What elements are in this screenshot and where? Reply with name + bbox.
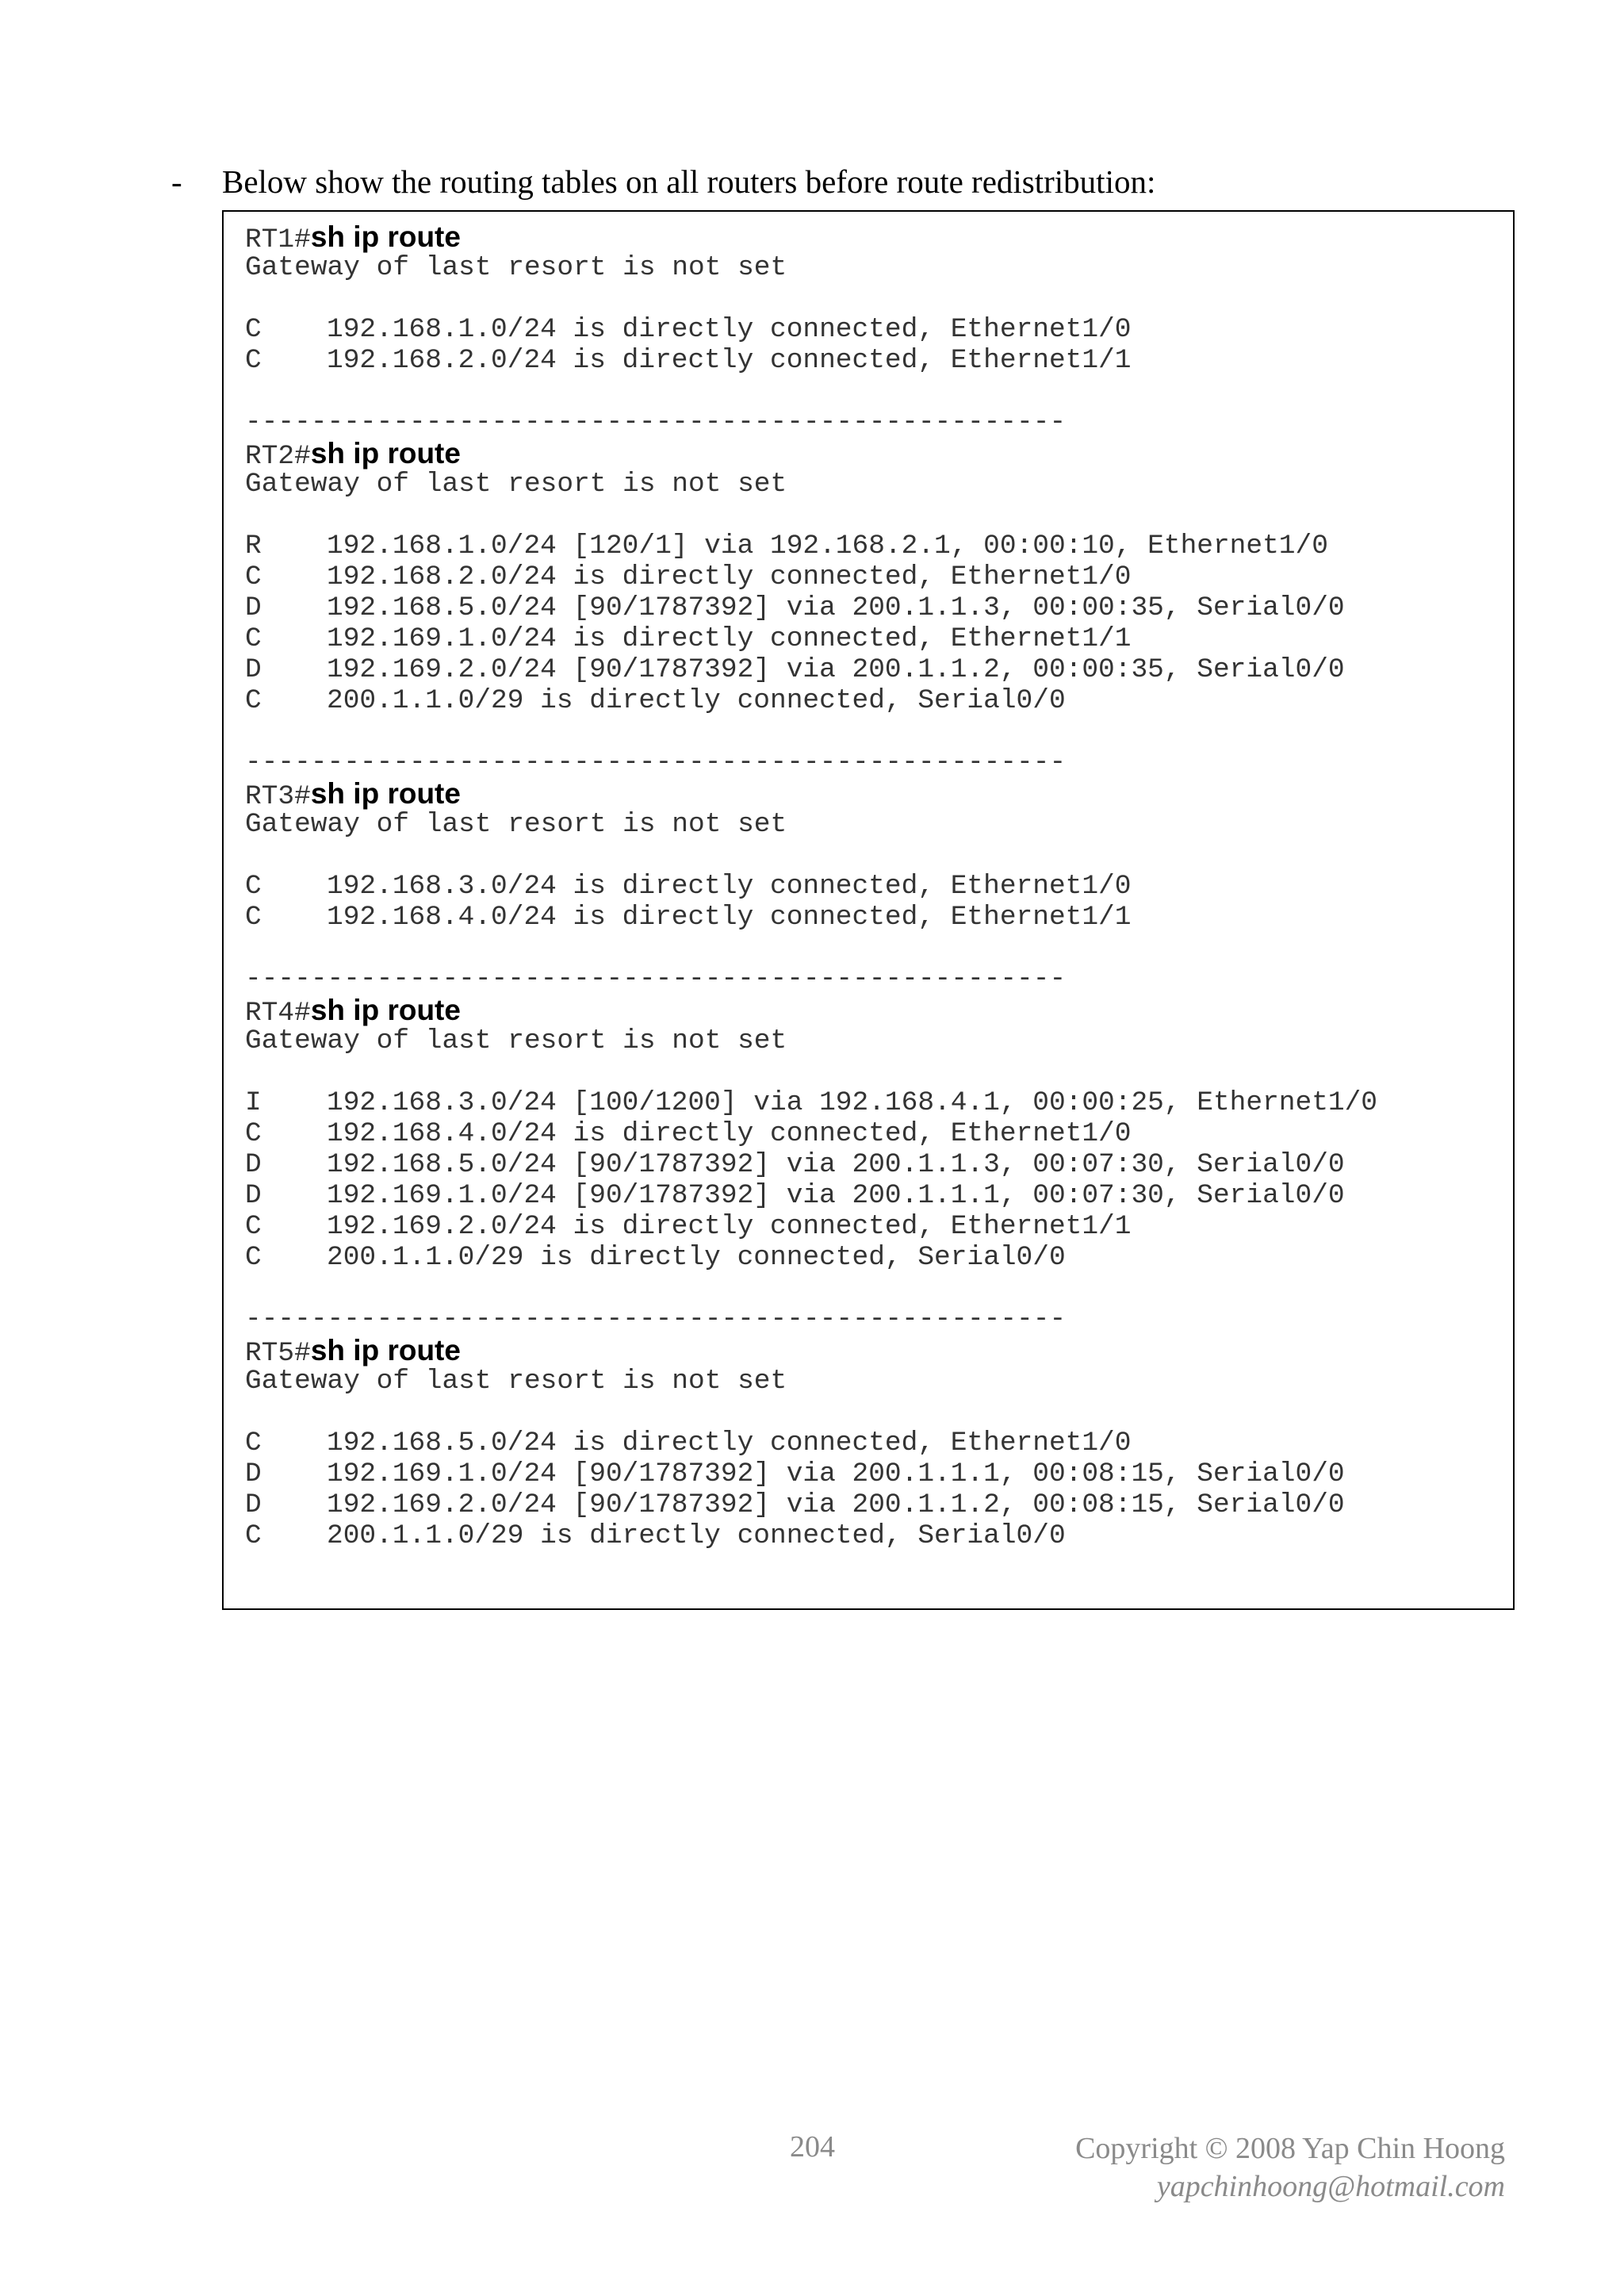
router-prompt: RT3# <box>245 781 311 812</box>
separator-line: -------------------------------------------------- <box>245 747 1067 778</box>
route-entry <box>245 314 1497 345</box>
route-text: 192.168.5.0/24 [90/1787392] via 200.1.1.3, 00:07:30, Serial0/0 <box>327 1149 1345 1180</box>
gateway-line: Gateway of last resort is not set <box>245 252 787 283</box>
route-code: D <box>245 1489 262 1520</box>
route-entry <box>245 562 1497 592</box>
route-entry <box>245 902 1497 933</box>
page-number: 204 <box>790 2130 835 2164</box>
route-text: 192.168.4.0/24 is directly connected, Ethernet1/1 <box>327 902 1132 933</box>
route-code: C <box>245 345 262 376</box>
blank-line <box>245 1056 1497 1087</box>
route-entry <box>245 685 1497 716</box>
intro-text: Below show the routing tables on all routers before route redistribution: <box>222 163 1156 200</box>
prompt-line <box>245 994 1497 1029</box>
route-code: D <box>245 1180 262 1211</box>
route-text: 192.169.2.0/24 [90/1787392] via 200.1.1.2, 00:08:15, Serial0/0 <box>327 1489 1345 1520</box>
route-entry <box>245 1520 1497 1551</box>
blank-line <box>245 1273 1497 1304</box>
router-prompt: RT4# <box>245 998 311 1029</box>
separator-line: -------------------------------------------------- <box>245 964 1067 995</box>
route-code: C <box>245 314 262 345</box>
gateway-line: Gateway of last resort is not set <box>245 809 787 840</box>
route-entry <box>245 345 1497 376</box>
command-text: sh ip route <box>310 994 461 1026</box>
console-output-box <box>222 210 1515 1610</box>
route-code: C <box>245 685 262 716</box>
route-text: 200.1.1.0/29 is directly connected, Serial0/0 <box>327 1242 1066 1273</box>
route-text: 192.168.4.0/24 is directly connected, Ethernet1/0 <box>327 1118 1132 1149</box>
route-text: 192.169.2.0/24 [90/1787392] via 200.1.1.2, 00:00:35, Serial0/0 <box>327 654 1345 685</box>
route-entry <box>245 1489 1497 1520</box>
blank-line <box>245 840 1497 871</box>
route-text: 192.168.1.0/24 [120/1] via 192.168.2.1, 00:00:10, Ethernet1/0 <box>327 531 1328 562</box>
router-prompt: RT2# <box>245 441 311 472</box>
route-entry <box>245 1149 1497 1180</box>
author-email: yapchinhoong@hotmail.com <box>1156 2170 1505 2203</box>
route-code: R <box>245 531 262 562</box>
route-code: C <box>245 1520 262 1551</box>
route-text: 200.1.1.0/29 is directly connected, Serial0/0 <box>327 685 1066 716</box>
route-entry <box>245 1428 1497 1458</box>
blank-line <box>245 283 1497 314</box>
blank-line <box>245 933 1497 964</box>
route-code: C <box>245 1211 262 1242</box>
gateway-line: Gateway of last resort is not set <box>245 1025 787 1056</box>
route-code: C <box>245 562 262 592</box>
route-text: 192.169.1.0/24 is directly connected, Ethernet1/1 <box>327 623 1132 654</box>
route-entry <box>245 1458 1497 1489</box>
route-entry <box>245 531 1497 562</box>
route-entry <box>245 592 1497 623</box>
route-text: 192.169.2.0/24 is directly connected, Ethernet1/1 <box>327 1211 1132 1242</box>
route-code: D <box>245 654 262 685</box>
route-entry <box>245 1087 1497 1118</box>
route-code: D <box>245 592 262 623</box>
command-text: sh ip route <box>310 1334 461 1366</box>
blank-line <box>245 716 1497 747</box>
route-code: C <box>245 871 262 902</box>
prompt-line <box>245 220 1497 255</box>
router-prompt: RT1# <box>245 224 311 255</box>
route-text: 200.1.1.0/29 is directly connected, Serial0/0 <box>327 1520 1066 1551</box>
footer-copyright <box>1075 2129 1505 2206</box>
prompt-line <box>245 437 1497 472</box>
separator-line: -------------------------------------------------- <box>245 407 1067 438</box>
route-text: 192.169.1.0/24 [90/1787392] via 200.1.1.1, 00:08:15, Serial0/0 <box>327 1458 1345 1489</box>
route-entry <box>245 1180 1497 1211</box>
route-entry <box>245 1118 1497 1149</box>
command-text: sh ip route <box>310 437 461 470</box>
separator-line: -------------------------------------------------- <box>245 1304 1067 1335</box>
route-code: I <box>245 1087 262 1118</box>
route-entry <box>245 1242 1497 1273</box>
route-text: 192.168.3.0/24 [100/1200] via 192.168.4.1, 00:00:25, Ethernet1/0 <box>327 1087 1378 1118</box>
blank-line <box>245 500 1497 531</box>
blank-line <box>245 376 1497 407</box>
route-code: C <box>245 623 262 654</box>
console-output <box>245 221 1497 1551</box>
command-text: sh ip route <box>310 220 461 253</box>
route-code: C <box>245 902 262 933</box>
command-text: sh ip route <box>310 777 461 810</box>
prompt-line <box>245 777 1497 812</box>
router-prompt: RT5# <box>245 1338 311 1369</box>
blank-line <box>245 1397 1497 1428</box>
route-code: D <box>245 1458 262 1489</box>
gateway-line: Gateway of last resort is not set <box>245 469 787 500</box>
route-text: 192.169.1.0/24 [90/1787392] via 200.1.1.1, 00:07:30, Serial0/0 <box>327 1180 1345 1211</box>
prompt-line <box>245 1334 1497 1369</box>
route-entry <box>245 654 1497 685</box>
route-entry <box>245 871 1497 902</box>
route-text: 192.168.2.0/24 is directly connected, Ethernet1/0 <box>327 562 1132 592</box>
route-code: C <box>245 1242 262 1273</box>
route-text: 192.168.5.0/24 is directly connected, Ethernet1/0 <box>327 1428 1132 1458</box>
route-code: C <box>245 1428 262 1458</box>
gateway-line: Gateway of last resort is not set <box>245 1366 787 1397</box>
copyright-text: Copyright © 2008 Yap Chin Hoong <box>1075 2132 1505 2165</box>
route-entry <box>245 623 1497 654</box>
bullet-dash: - <box>171 163 182 200</box>
route-code: C <box>245 1118 262 1149</box>
route-text: 192.168.5.0/24 [90/1787392] via 200.1.1.3, 00:00:35, Serial0/0 <box>327 592 1345 623</box>
route-text: 192.168.1.0/24 is directly connected, Ethernet1/0 <box>327 314 1132 345</box>
route-code: D <box>245 1149 262 1180</box>
route-text: 192.168.3.0/24 is directly connected, Ethernet1/0 <box>327 871 1132 902</box>
route-text: 192.168.2.0/24 is directly connected, Ethernet1/1 <box>327 345 1132 376</box>
route-entry <box>245 1211 1497 1242</box>
